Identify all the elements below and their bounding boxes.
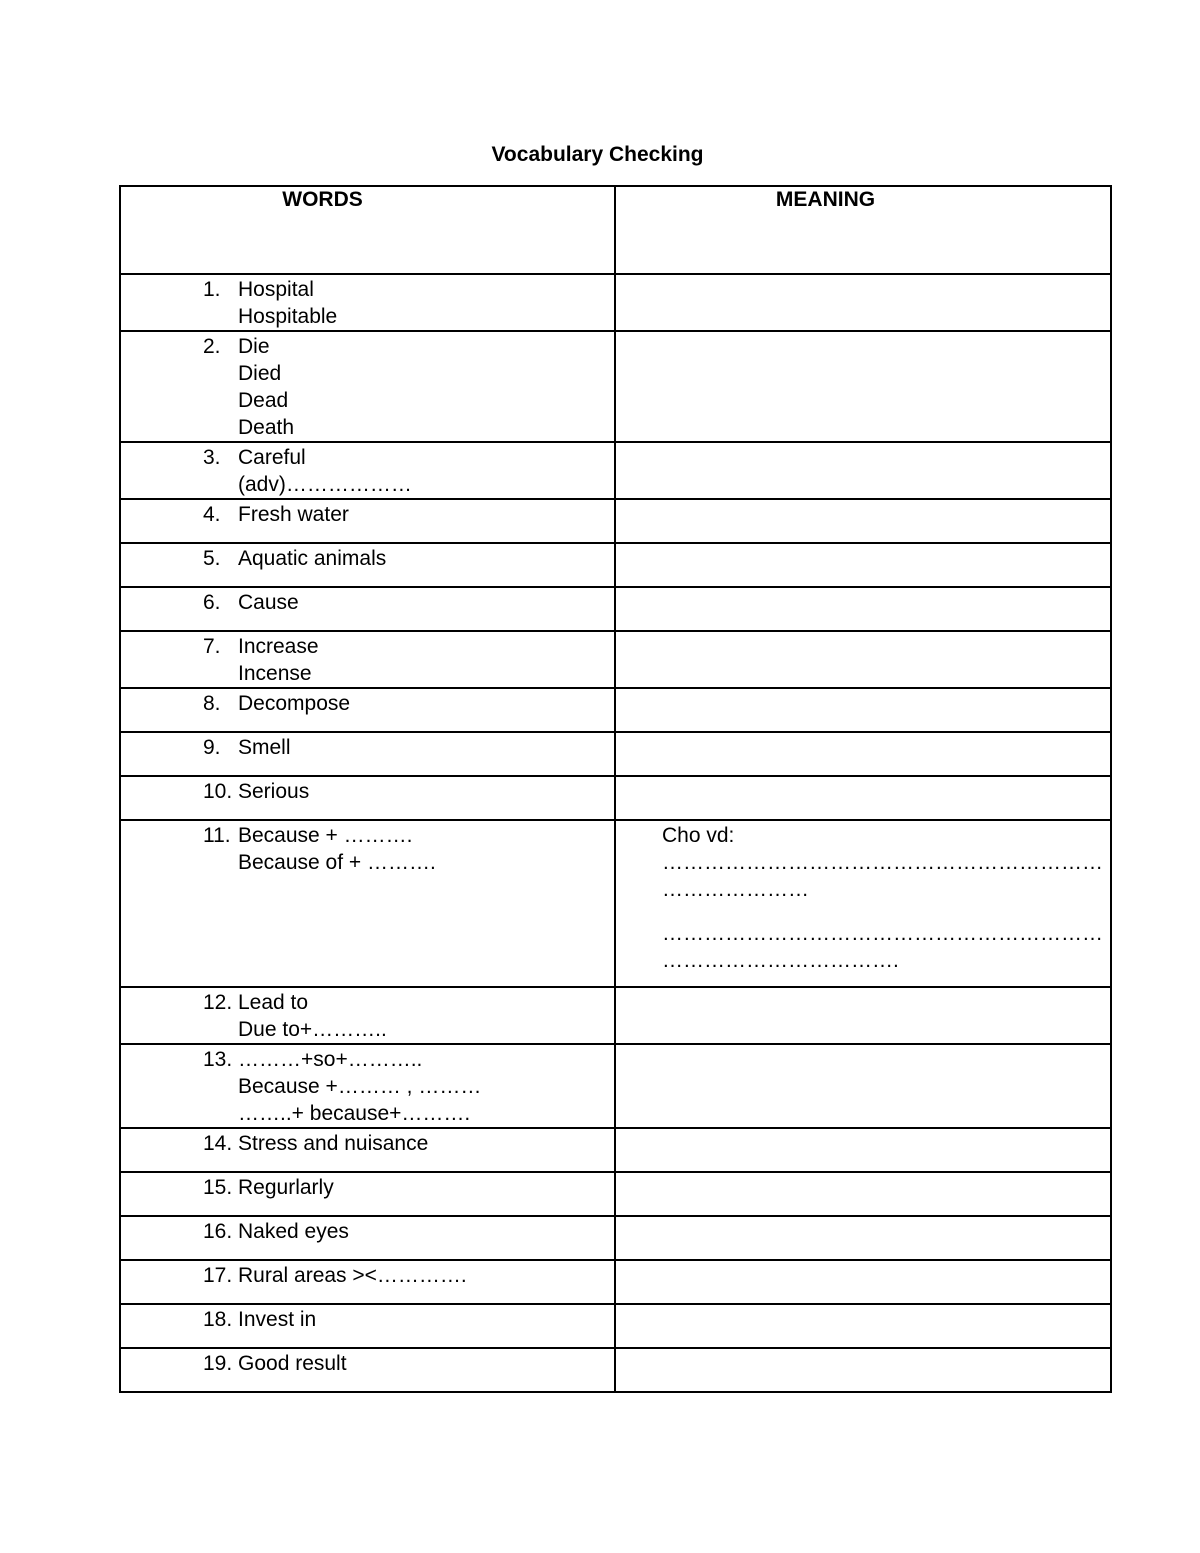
- word-text: (adv)………………: [238, 473, 412, 496]
- word-cell: [120, 442, 615, 499]
- word-cell: [120, 776, 615, 820]
- word-text: Due to+………..: [238, 1018, 387, 1041]
- list-item: [121, 1173, 614, 1201]
- word-text: Because +……… , ………: [238, 1075, 482, 1098]
- item-number: 7.: [203, 635, 221, 658]
- table-row: [120, 631, 1111, 688]
- word-text: Incense: [238, 662, 312, 685]
- word-cell: [120, 331, 615, 442]
- word-cell: [120, 987, 615, 1044]
- word-text: Decompose: [238, 692, 351, 715]
- spacer: [662, 903, 1110, 920]
- meaning-cell: [615, 688, 1111, 732]
- word-text: Cause: [238, 591, 299, 614]
- word-text: ………+so+………..: [238, 1048, 423, 1071]
- table-row: [120, 1348, 1111, 1392]
- table-row: [120, 331, 1111, 442]
- meaning-cell: [615, 987, 1111, 1044]
- word-text: Smell: [238, 736, 291, 759]
- list-item: [121, 821, 614, 876]
- table-row: [120, 1304, 1111, 1348]
- list-item: [121, 544, 614, 572]
- word-text: Careful: [238, 446, 306, 469]
- word-text: Fresh water: [238, 503, 349, 526]
- item-number: 14.: [203, 1132, 233, 1155]
- word-text: Because + ……….: [238, 824, 413, 847]
- meaning-cell: [615, 631, 1111, 688]
- list-item: [121, 275, 614, 330]
- header-row: [120, 186, 1111, 274]
- list-item: [121, 1129, 614, 1157]
- table-row: [120, 732, 1111, 776]
- word-text: Aquatic animals: [238, 547, 387, 570]
- word-text: Die: [238, 335, 270, 358]
- word-cell: [120, 820, 615, 987]
- list-item: [121, 1217, 614, 1245]
- item-number: 16.: [203, 1220, 233, 1243]
- word-text: Good result: [238, 1352, 347, 1375]
- list-item: [121, 1261, 614, 1289]
- list-item: [121, 689, 614, 717]
- words-column-header: WORDS: [120, 186, 615, 274]
- example-label: Cho vd:: [662, 824, 735, 847]
- item-number: 19.: [203, 1352, 233, 1375]
- table-row: [120, 499, 1111, 543]
- word-text: Lead to: [238, 991, 309, 1014]
- meaning-cell: [615, 499, 1111, 543]
- item-number: 8.: [203, 692, 221, 715]
- meaning-cell: [615, 274, 1111, 331]
- meaning-cell: [615, 1216, 1111, 1260]
- word-cell: [120, 1304, 615, 1348]
- item-number: 5.: [203, 547, 221, 570]
- word-cell: [120, 274, 615, 331]
- item-number: 6.: [203, 591, 221, 614]
- list-item: [121, 1349, 614, 1377]
- item-number: 13.: [203, 1048, 233, 1071]
- item-number: 10.: [203, 780, 233, 803]
- word-text: Dead: [238, 389, 289, 412]
- item-number: 18.: [203, 1308, 233, 1331]
- fill-in-dots: …………………: [662, 878, 809, 901]
- table-row: [120, 1128, 1111, 1172]
- list-item: [121, 1305, 614, 1333]
- list-item: [121, 588, 614, 616]
- meaning-column-header: MEANING: [615, 186, 1111, 274]
- word-cell: [120, 732, 615, 776]
- meaning-example: [616, 821, 1110, 974]
- table-row: [120, 1172, 1111, 1216]
- fill-in-dots: ………………………………………………………: [662, 851, 1103, 874]
- word-cell: [120, 1260, 615, 1304]
- word-cell: [120, 1044, 615, 1128]
- word-text: Regurlarly: [238, 1176, 334, 1199]
- table-row: [120, 688, 1111, 732]
- word-cell: [120, 587, 615, 631]
- word-cell: [120, 1348, 615, 1392]
- word-text: Hospitable: [238, 305, 338, 328]
- word-text: Because of + ……….: [238, 851, 436, 874]
- word-text: Serious: [238, 780, 310, 803]
- page-title: Vocabulary Checking: [491, 143, 704, 166]
- word-text: Stress and nuisance: [238, 1132, 429, 1155]
- word-cell: [120, 543, 615, 587]
- word-cell: [120, 631, 615, 688]
- item-number: 11.: [203, 824, 231, 847]
- fill-in-dots: …………………………….: [662, 949, 899, 972]
- table-row: [120, 1260, 1111, 1304]
- vocabulary-table: [119, 185, 1112, 1393]
- word-cell: [120, 1172, 615, 1216]
- list-item: [121, 332, 614, 441]
- meaning-cell: [615, 331, 1111, 442]
- word-cell: [120, 688, 615, 732]
- word-text: Naked eyes: [238, 1220, 349, 1243]
- word-text: Death: [238, 416, 295, 439]
- fill-in-dots: ………………………………………………………: [662, 922, 1103, 945]
- word-cell: [120, 1216, 615, 1260]
- meaning-cell: [615, 543, 1111, 587]
- item-number: 1.: [203, 278, 221, 301]
- table-row: [120, 1044, 1111, 1128]
- meaning-cell: [615, 1260, 1111, 1304]
- table-row: [120, 274, 1111, 331]
- meaning-cell: [615, 776, 1111, 820]
- item-number: 15.: [203, 1176, 233, 1199]
- list-item: [121, 500, 614, 528]
- word-text: Invest in: [238, 1308, 317, 1331]
- meaning-cell: [615, 587, 1111, 631]
- table-row: [120, 1216, 1111, 1260]
- item-number: 12.: [203, 991, 233, 1014]
- meaning-cell: [615, 442, 1111, 499]
- table-row: [120, 543, 1111, 587]
- list-item: [121, 988, 614, 1043]
- word-text: Died: [238, 362, 282, 385]
- list-item: [121, 733, 614, 761]
- meaning-cell: [615, 1348, 1111, 1392]
- meaning-cell: [615, 1044, 1111, 1128]
- list-item: [121, 443, 614, 498]
- item-number: 4.: [203, 503, 221, 526]
- word-text: Increase: [238, 635, 319, 658]
- list-item: [121, 632, 614, 687]
- table-row: [120, 776, 1111, 820]
- meaning-cell: [615, 732, 1111, 776]
- meaning-cell: [615, 1304, 1111, 1348]
- meaning-cell: [615, 1172, 1111, 1216]
- word-cell: [120, 1128, 615, 1172]
- word-text: Rural areas ><………….: [238, 1264, 467, 1287]
- item-number: 9.: [203, 736, 221, 759]
- item-number: 17.: [203, 1264, 233, 1287]
- table-row: [120, 442, 1111, 499]
- meaning-cell: [615, 1128, 1111, 1172]
- table-row: [120, 587, 1111, 631]
- word-cell: [120, 499, 615, 543]
- item-number: 2.: [203, 335, 221, 358]
- table-row: [120, 987, 1111, 1044]
- list-item: [121, 1045, 614, 1127]
- word-text: ……..+ because+……….: [238, 1102, 471, 1125]
- list-item: [121, 777, 614, 805]
- item-number: 3.: [203, 446, 221, 469]
- word-text: Hospital: [238, 278, 314, 301]
- table-row: [120, 820, 1111, 987]
- meaning-cell: [615, 820, 1111, 987]
